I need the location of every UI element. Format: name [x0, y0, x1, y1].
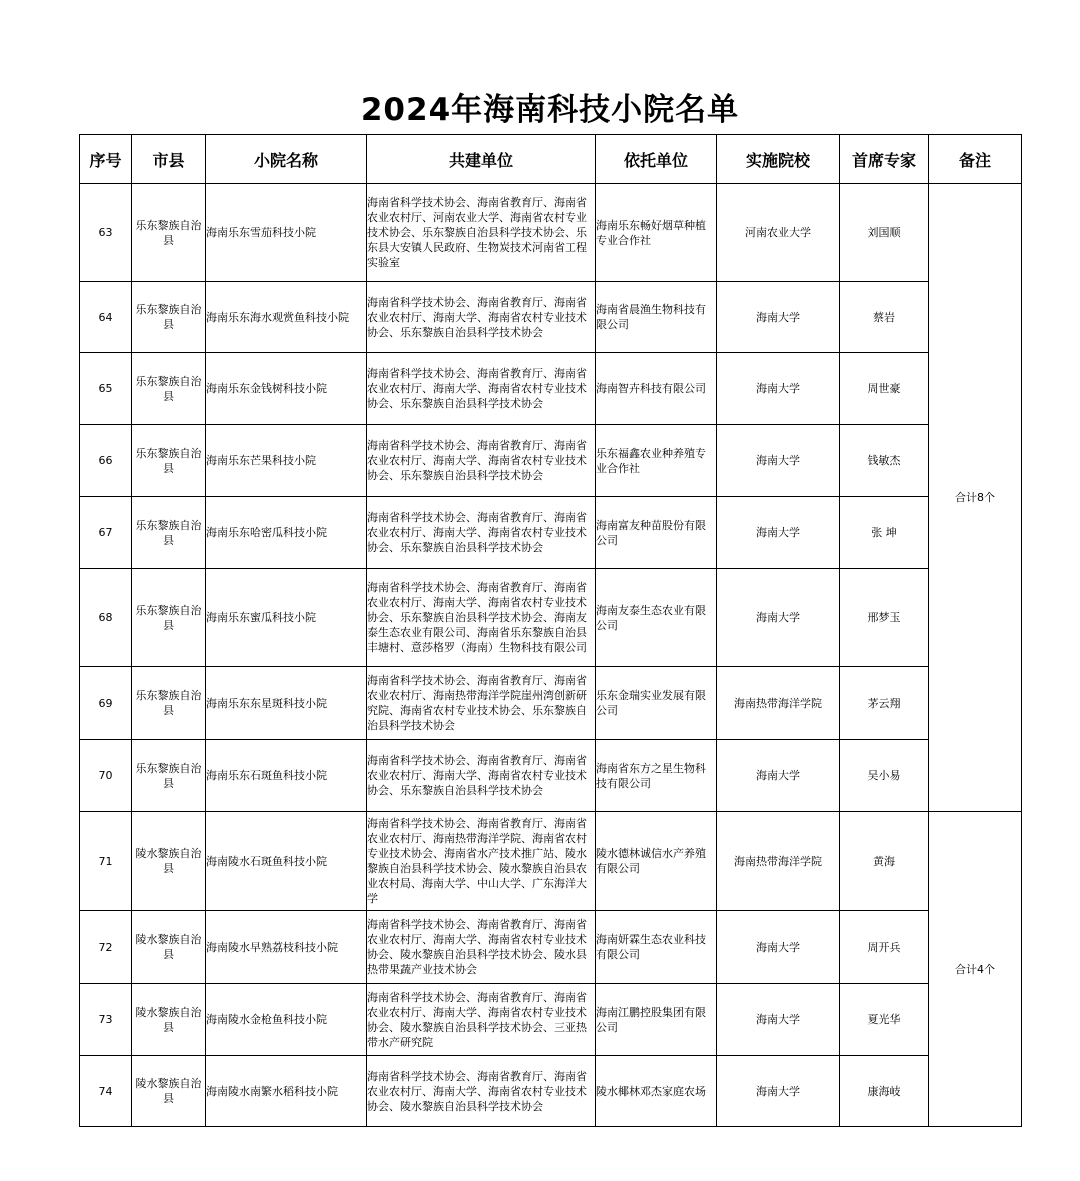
row-host: 海南乐东畅好烟草种植专业合作社: [596, 184, 717, 282]
row-school: 海南大学: [717, 425, 840, 497]
row-host: 海南妍霖生态农业科技有限公司: [596, 911, 717, 984]
row-partners: 海南省科学技术协会、海南省教育厅、海南省农业农村厅、海南大学、海南省农村专业技术协会、乐东黎族自治县科学技术协会: [367, 353, 596, 425]
row-county: 陵水黎族自治县: [132, 1056, 206, 1127]
row-county: 乐东黎族自治县: [132, 282, 206, 353]
row-seq: 63: [80, 184, 132, 282]
header-remark: 备注: [929, 135, 1022, 184]
row-seq: 67: [80, 497, 132, 569]
row-partners: 海南省科学技术协会、海南省教育厅、海南省农业农村厅、海南热带海洋学院崖州湾创新研究院、海南省农村专业技术协会、乐东黎族自治县科学技术协会: [367, 667, 596, 740]
row-host: 海南富友种苗股份有限公司: [596, 497, 717, 569]
table-row: [80, 353, 1022, 425]
row-partners: 海南省科学技术协会、海南省教育厅、海南省农业农村厅、海南大学、海南省农村专业技术协会、陵水黎族自治县科学技术协会、三亚热带水产研究院: [367, 984, 596, 1056]
row-school: 海南大学: [717, 911, 840, 984]
header-partners: 共建单位: [367, 135, 596, 184]
row-name: 海南乐东芒果科技小院: [206, 425, 367, 497]
row-host: 海南省东方之星生物科技有限公司: [596, 740, 717, 812]
header-county: 市县: [132, 135, 206, 184]
row-expert: 张 坤: [840, 497, 929, 569]
row-school: 海南大学: [717, 497, 840, 569]
table-row: [80, 569, 1022, 667]
row-host: 海南友泰生态农业有限公司: [596, 569, 717, 667]
row-partners: 海南省科学技术协会、海南省教育厅、海南省农业农村厅、海南大学、海南省农村专业技术协会、乐东黎族自治县科学技术协会: [367, 282, 596, 353]
row-seq: 72: [80, 911, 132, 984]
science-courtyard-table: [79, 134, 1022, 1127]
header-name: 小院名称: [206, 135, 367, 184]
row-host: 陵水椰林邓杰家庭农场: [596, 1056, 717, 1127]
row-partners: 海南省科学技术协会、海南省教育厅、海南省农业农村厅、海南大学、海南省农村专业技术协会、陵水黎族自治县科学技术协会、陵水县热带果蔬产业技术协会: [367, 911, 596, 984]
row-partners: 海南省科学技术协会、海南省教育厅、海南省农业农村厅、河南农业大学、海南省农村专业技术协会、乐东黎族自治县科学技术协会、乐东县大安镇人民政府、生物炭技术河南省工程实验室: [367, 184, 596, 282]
row-name: 海南乐东东星斑科技小院: [206, 667, 367, 740]
row-county: 乐东黎族自治县: [132, 425, 206, 497]
row-expert: 蔡岩: [840, 282, 929, 353]
row-county: 乐东黎族自治县: [132, 667, 206, 740]
row-school: 海南大学: [717, 1056, 840, 1127]
table-row: [80, 184, 1022, 282]
row-seq: 71: [80, 812, 132, 911]
row-expert: 邢梦玉: [840, 569, 929, 667]
row-school: 海南大学: [717, 740, 840, 812]
row-expert: 茅云翔: [840, 667, 929, 740]
header-seq: 序号: [80, 135, 132, 184]
row-seq: 74: [80, 1056, 132, 1127]
row-name: 海南陵水早熟荔枝科技小院: [206, 911, 367, 984]
row-school: 海南大学: [717, 984, 840, 1056]
table-row: [80, 425, 1022, 497]
row-host: 乐东福鑫农业种养殖专业合作社: [596, 425, 717, 497]
row-school: 海南热带海洋学院: [717, 812, 840, 911]
table-row: [80, 497, 1022, 569]
row-name: 海南乐东金钱树科技小院: [206, 353, 367, 425]
row-name: 海南乐东哈密瓜科技小院: [206, 497, 367, 569]
row-partners: 海南省科学技术协会、海南省教育厅、海南省农业农村厅、海南大学、海南省农村专业技术协会、陵水黎族自治县科学技术协会: [367, 1056, 596, 1127]
table-row: [80, 282, 1022, 353]
row-name: 海南陵水石斑鱼科技小院: [206, 812, 367, 911]
table-row: [80, 1056, 1022, 1127]
row-name: 海南陵水南繁水稻科技小院: [206, 1056, 367, 1127]
row-seq: 65: [80, 353, 132, 425]
row-name: 海南乐东海水观赏鱼科技小院: [206, 282, 367, 353]
row-partners: 海南省科学技术协会、海南省教育厅、海南省农业农村厅、海南大学、海南省农村专业技术协会、乐东黎族自治县科学技术协会: [367, 740, 596, 812]
table-row: [80, 740, 1022, 812]
row-expert: 康海岐: [840, 1056, 929, 1127]
remark-cell: 合计4个: [929, 812, 1022, 1127]
row-expert: 钱敏杰: [840, 425, 929, 497]
row-partners: 海南省科学技术协会、海南省教育厅、海南省农业农村厅、海南大学、海南省农村专业技术协会、乐东黎族自治县科学技术协会: [367, 425, 596, 497]
row-expert: 夏光华: [840, 984, 929, 1056]
row-partners: 海南省科学技术协会、海南省教育厅、海南省农业农村厅、海南大学、海南省农村专业技术协会、乐东黎族自治县科学技术协会: [367, 497, 596, 569]
row-school: 海南大学: [717, 282, 840, 353]
row-school: 海南大学: [717, 353, 840, 425]
header-host: 依托单位: [596, 135, 717, 184]
row-county: 陵水黎族自治县: [132, 812, 206, 911]
row-name: 海南乐东雪茄科技小院: [206, 184, 367, 282]
header-school: 实施院校: [717, 135, 840, 184]
header-row: [80, 135, 1022, 184]
page-title: 2024年海南科技小院名单: [360, 92, 740, 128]
remark-cell: 合计8个: [929, 184, 1022, 812]
row-county: 乐东黎族自治县: [132, 184, 206, 282]
row-host: 海南江鹏控股集团有限公司: [596, 984, 717, 1056]
row-expert: 黄海: [840, 812, 929, 911]
row-seq: 66: [80, 425, 132, 497]
row-school: 海南热带海洋学院: [717, 667, 840, 740]
row-partners: 海南省科学技术协会、海南省教育厅、海南省农业农村厅、海南热带海洋学院、海南省农村专业技术协会、海南省水产技术推广站、陵水黎族自治县科学技术协会、陵水黎族自治县农业农村局、海南大学、中山大学、广东海洋大学: [367, 812, 596, 911]
row-county: 乐东黎族自治县: [132, 569, 206, 667]
row-expert: 周世豪: [840, 353, 929, 425]
row-county: 乐东黎族自治县: [132, 497, 206, 569]
row-expert: 周开兵: [840, 911, 929, 984]
row-host: 乐东金瑞实业发展有限公司: [596, 667, 717, 740]
table-row: [80, 911, 1022, 984]
row-host: 陵水德林诚信水产养殖有限公司: [596, 812, 717, 911]
row-host: 海南智卉科技有限公司: [596, 353, 717, 425]
row-county: 乐东黎族自治县: [132, 740, 206, 812]
row-expert: 吴小易: [840, 740, 929, 812]
row-county: 陵水黎族自治县: [132, 984, 206, 1056]
table-row: [80, 812, 1022, 911]
row-seq: 73: [80, 984, 132, 1056]
table-row: [80, 984, 1022, 1056]
row-name: 海南陵水金枪鱼科技小院: [206, 984, 367, 1056]
row-name: 海南乐东蜜瓜科技小院: [206, 569, 367, 667]
row-county: 陵水黎族自治县: [132, 911, 206, 984]
row-county: 乐东黎族自治县: [132, 353, 206, 425]
row-expert: 刘国顺: [840, 184, 929, 282]
row-partners: 海南省科学技术协会、海南省教育厅、海南省农业农村厅、海南大学、海南省农村专业技术协会、乐东黎族自治县科学技术协会、海南友泰生态农业有限公司、海南省乐东黎族自治县丰塘村、意莎格罗（海南）生物科技有限公司: [367, 569, 596, 667]
row-school: 海南大学: [717, 569, 840, 667]
row-seq: 64: [80, 282, 132, 353]
row-seq: 70: [80, 740, 132, 812]
header-expert: 首席专家: [840, 135, 929, 184]
row-school: 河南农业大学: [717, 184, 840, 282]
row-host: 海南省晨渔生物科技有限公司: [596, 282, 717, 353]
row-seq: 69: [80, 667, 132, 740]
row-name: 海南乐东石斑鱼科技小院: [206, 740, 367, 812]
row-seq: 68: [80, 569, 132, 667]
table-row: [80, 667, 1022, 740]
